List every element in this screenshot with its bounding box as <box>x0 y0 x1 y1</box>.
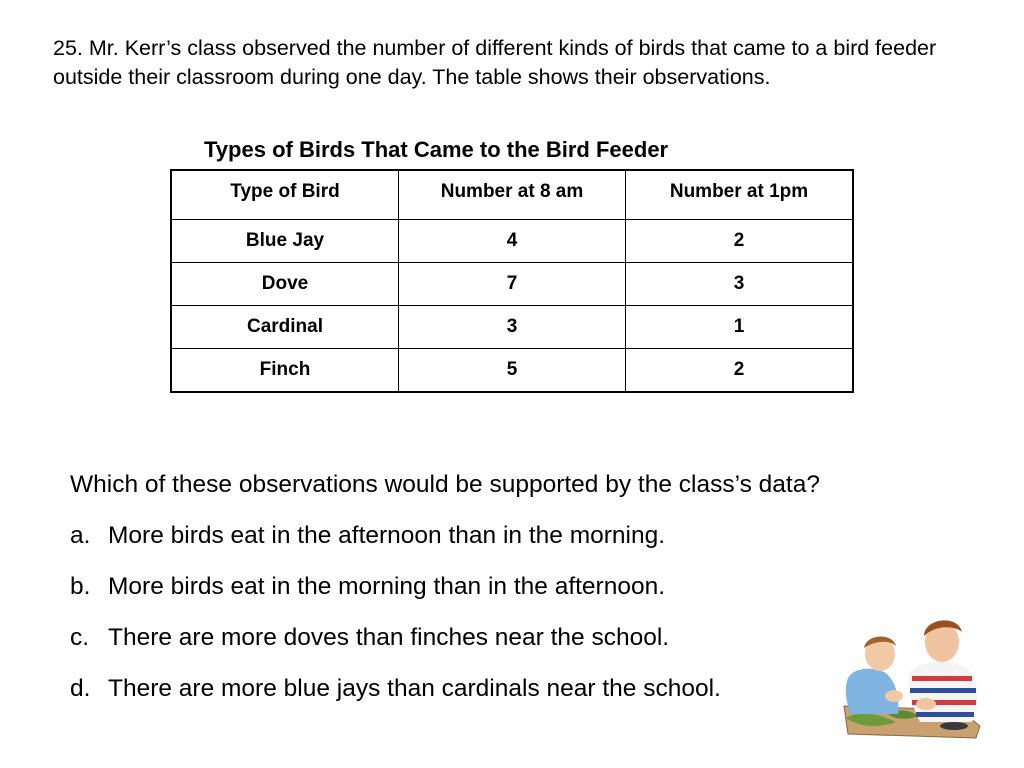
question-area <box>70 470 820 725</box>
cell-count-8am: 5 <box>399 349 626 393</box>
bowl <box>940 722 968 730</box>
option-letter: b. <box>70 573 91 600</box>
table-row <box>171 306 853 349</box>
cell-count-8am: 3 <box>399 306 626 349</box>
option-text: More birds eat in the afternoon than in the morning. <box>108 522 666 549</box>
option-letter: a. <box>70 522 91 549</box>
cell-bird-type: Dove <box>171 263 399 306</box>
table-row <box>171 220 853 263</box>
answer-option-d[interactable] <box>70 674 820 704</box>
answer-option-b[interactable] <box>70 572 820 602</box>
left-child-arm <box>885 690 903 702</box>
table-row <box>171 263 853 306</box>
cell-count-8am: 4 <box>399 220 626 263</box>
table-header-row <box>171 170 853 220</box>
cell-count-1pm: 3 <box>626 263 854 306</box>
cell-count-1pm: 1 <box>626 306 854 349</box>
cell-count-8am: 7 <box>399 263 626 306</box>
cell-bird-type: Cardinal <box>171 306 399 349</box>
answer-option-a[interactable] <box>70 521 820 551</box>
option-text: There are more doves than finches near the school. <box>108 624 670 651</box>
cell-count-1pm: 2 <box>626 220 854 263</box>
header-number-at-8am: Number at 8 am <box>399 170 626 220</box>
table-row <box>171 349 853 393</box>
bird-observation-table <box>170 169 854 393</box>
option-text: More birds eat in the morning than in the afternoon. <box>108 573 666 600</box>
option-letter: d. <box>70 675 91 702</box>
right-child-hand <box>916 698 936 710</box>
option-letter: c. <box>70 624 90 651</box>
cell-bird-type: Finch <box>171 349 399 393</box>
question-prompt: Which of these observations would be supported by the class’s data? <box>70 471 820 498</box>
option-text: There are more blue jays than cardinals near the school. <box>108 675 721 702</box>
header-type-of-bird: Type of Bird <box>171 170 399 220</box>
cell-count-1pm: 2 <box>626 349 854 393</box>
header-number-at-1pm: Number at 1pm <box>626 170 854 220</box>
children-illustration <box>840 614 982 742</box>
cell-bird-type: Blue Jay <box>171 220 399 263</box>
answer-option-c[interactable] <box>70 623 820 653</box>
table-title: Types of Birds That Came to the Bird Feeder <box>204 137 669 162</box>
question-intro: 25. Mr. Kerr’s class observed the number of different kinds of birds that came to a bird feeder outside their classroom during one day. The table shows their observations. <box>53 36 937 89</box>
